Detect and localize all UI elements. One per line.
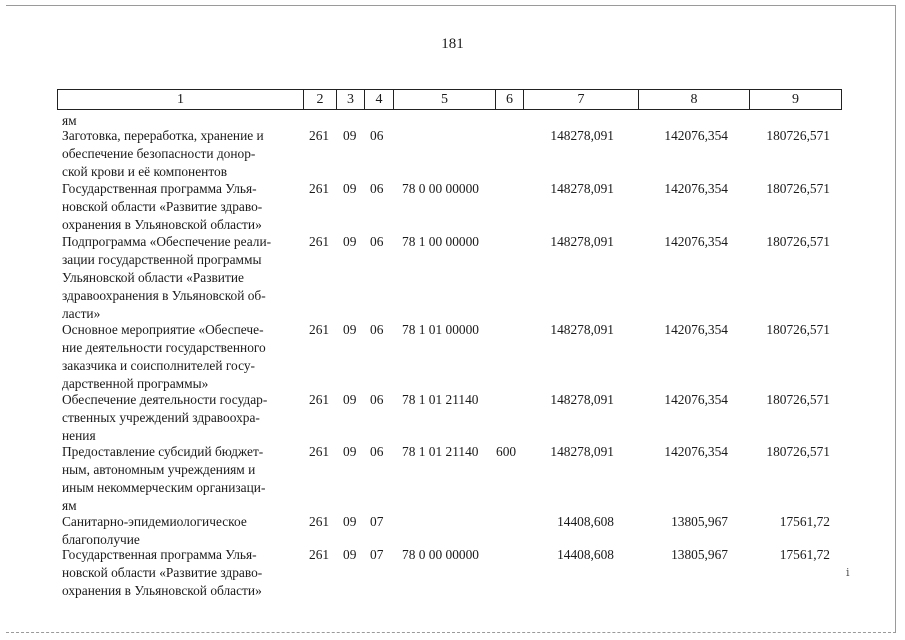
description-line: Санитарно-эпидемиологическое <box>62 514 247 529</box>
cell-col-7: 148278,091 <box>550 392 614 407</box>
cell-col-6: 600 <box>496 444 517 459</box>
cell-col-2: 261 <box>309 547 330 562</box>
description-line: охранения в Ульяновской области» <box>62 583 262 598</box>
cell-col-2: 261 <box>309 514 330 529</box>
cell-col-7: 148278,091 <box>550 128 614 143</box>
margin-mark: ⅰ <box>846 567 850 579</box>
cell-col-2: 261 <box>309 181 330 196</box>
header-col-4: 4 <box>365 90 394 110</box>
cell-col-2: 261 <box>309 392 330 407</box>
description-line: обеспечение безопасности донор- <box>62 146 256 161</box>
description-line: зации государственной программы <box>62 252 262 267</box>
cell-col-7: 148278,091 <box>550 444 614 459</box>
cell-col-4: 06 <box>370 392 384 407</box>
cell-col-4: 06 <box>370 322 384 337</box>
description-line: Государственная программа Улья- <box>62 181 257 196</box>
cell-col-5: 78 0 00 00000 <box>402 547 479 562</box>
cell-col-4: 06 <box>370 128 384 143</box>
description-line: новской области «Развитие здраво- <box>62 565 263 580</box>
page-frame-top <box>6 5 896 6</box>
row-description <box>62 391 298 445</box>
cell-col-3: 09 <box>343 547 357 562</box>
cell-col-4: 06 <box>370 181 384 196</box>
cell-col-8: 142076,354 <box>664 128 728 143</box>
description-line: Ульяновской области «Развитие <box>62 270 244 285</box>
cell-col-8: 142076,354 <box>664 392 728 407</box>
continuation-text: ям <box>62 113 77 128</box>
cell-col-9: 180726,571 <box>766 392 830 407</box>
header-col-6: 6 <box>496 90 524 110</box>
cell-col-5: 78 1 01 21140 <box>402 444 479 459</box>
cell-col-5: 78 1 01 21140 <box>402 392 479 407</box>
page-frame-bottom <box>6 632 896 633</box>
description-line: Обеспечение деятельности государ- <box>62 392 268 407</box>
description-line: Государственная программа Улья- <box>62 547 257 562</box>
cell-col-7: 14408,608 <box>557 514 614 529</box>
description-line: охранения в Ульяновской области» <box>62 217 262 232</box>
cell-col-3: 09 <box>343 444 357 459</box>
cell-col-9: 180726,571 <box>766 181 830 196</box>
cell-col-2: 261 <box>309 322 330 337</box>
header-col-3: 3 <box>337 90 365 110</box>
cell-col-9: 180726,571 <box>766 234 830 249</box>
description-line: Предоставление субсидий бюджет- <box>62 444 264 459</box>
description-line: дарственной программы» <box>62 376 209 391</box>
description-line: здравоохранения в Ульяновской об- <box>62 288 266 303</box>
description-line: ние деятельности государственного <box>62 340 266 355</box>
cell-col-5: 78 1 00 00000 <box>402 234 479 249</box>
cell-col-4: 07 <box>370 514 384 529</box>
cell-col-9: 180726,571 <box>766 128 830 143</box>
cell-col-9: 17561,72 <box>779 514 830 529</box>
cell-col-2: 261 <box>309 234 330 249</box>
column-header-row <box>58 90 842 110</box>
cell-col-5: 78 1 01 00000 <box>402 322 479 337</box>
row-description <box>62 546 298 600</box>
cell-col-3: 09 <box>343 234 357 249</box>
cell-col-8: 142076,354 <box>664 444 728 459</box>
cell-col-9: 180726,571 <box>766 322 830 337</box>
row-description <box>62 233 298 323</box>
cell-col-3: 09 <box>343 514 357 529</box>
description-line: ласти» <box>62 306 101 321</box>
header-col-7: 7 <box>524 90 639 110</box>
cell-col-9: 180726,571 <box>766 444 830 459</box>
cell-col-7: 148278,091 <box>550 181 614 196</box>
cell-col-8: 142076,354 <box>664 234 728 249</box>
cell-col-4: 06 <box>370 444 384 459</box>
page-number: 181 <box>441 36 464 52</box>
description-line: иным некоммерческим организаци- <box>62 480 266 495</box>
cell-col-8: 142076,354 <box>664 322 728 337</box>
header-col-9: 9 <box>750 90 842 110</box>
cell-col-8: 142076,354 <box>664 181 728 196</box>
description-line: Основное мероприятие «Обеспече- <box>62 322 264 337</box>
description-line: ской крови и её компонентов <box>62 164 228 179</box>
cell-col-7: 148278,091 <box>550 322 614 337</box>
column-header-table <box>57 89 842 110</box>
header-col-8: 8 <box>639 90 750 110</box>
page-frame-right <box>895 5 896 633</box>
row-description <box>62 127 298 181</box>
cell-col-8: 13805,967 <box>671 547 728 562</box>
header-col-1: 1 <box>58 90 304 110</box>
description-line: нения <box>62 428 96 443</box>
cell-col-9: 17561,72 <box>779 547 830 562</box>
cell-col-7: 148278,091 <box>550 234 614 249</box>
description-line: Подпрограмма «Обеспечение реали- <box>62 234 272 249</box>
cell-col-8: 13805,967 <box>671 514 728 529</box>
description-line: благополучие <box>62 532 140 547</box>
description-line: ственных учреждений здравоохра- <box>62 410 260 425</box>
cell-col-3: 09 <box>343 322 357 337</box>
description-line: ным, автономным учреждениям и <box>62 462 256 477</box>
row-description <box>62 180 298 234</box>
header-col-5: 5 <box>394 90 496 110</box>
cell-col-4: 07 <box>370 547 384 562</box>
cell-col-7: 14408,608 <box>557 547 614 562</box>
description-line: заказчика и соисполнителей госу- <box>62 358 255 373</box>
cell-col-4: 06 <box>370 234 384 249</box>
description-line: Заготовка, переработка, хранение и <box>62 128 264 143</box>
row-description <box>62 443 298 515</box>
row-description <box>62 513 298 549</box>
header-col-2: 2 <box>304 90 337 110</box>
description-line: новской области «Развитие здраво- <box>62 199 263 214</box>
cell-col-3: 09 <box>343 392 357 407</box>
description-line: ям <box>62 498 77 513</box>
cell-col-5: 78 0 00 00000 <box>402 181 479 196</box>
cell-col-3: 09 <box>343 128 357 143</box>
row-description <box>62 321 298 393</box>
cell-col-3: 09 <box>343 181 357 196</box>
cell-col-2: 261 <box>309 444 330 459</box>
cell-col-2: 261 <box>309 128 330 143</box>
